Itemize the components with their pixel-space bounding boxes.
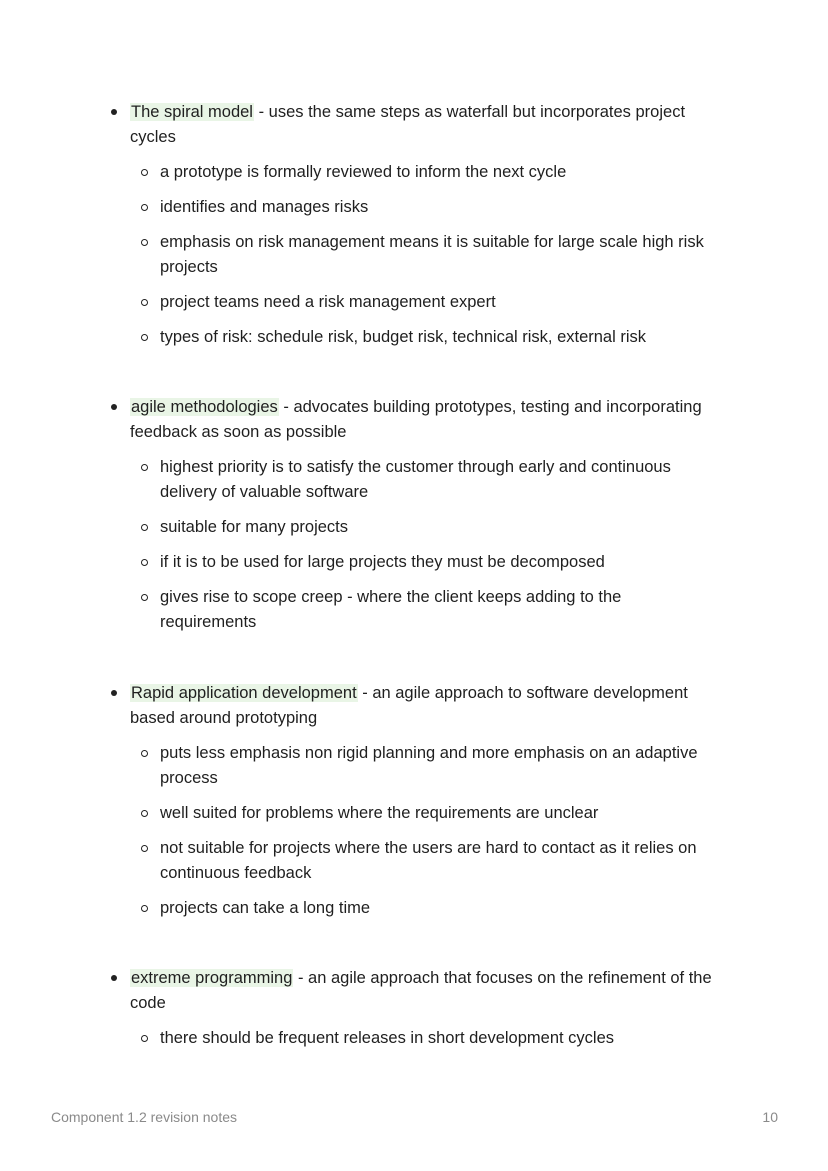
list-item-text: types of risk: schedule risk, budget risk, technical risk, external risk: [160, 328, 647, 346]
list-item: [0, 836, 720, 886]
term-highlight: extreme programming: [131, 969, 293, 987]
bullet-dot-icon: [111, 975, 117, 981]
main-bullet: [0, 100, 730, 150]
section-spiral-model: [0, 100, 828, 360]
list-item-text: highest priority is to satisfy the customer through early and continuous delivery of valuable software: [160, 458, 671, 501]
list-item: [0, 230, 720, 280]
list-item: [0, 1026, 720, 1051]
list-item: [0, 801, 720, 826]
circle-bullet-icon: [141, 845, 148, 852]
sub-list: [0, 455, 828, 635]
sub-list: [0, 160, 828, 350]
main-bullet: [0, 395, 730, 445]
footer-page-number: 10: [762, 1109, 778, 1125]
circle-bullet-icon: [141, 204, 148, 211]
section-extreme-programming: [0, 966, 828, 1061]
term-description: - an agile approach that focuses on the refinement of the code: [130, 969, 712, 1012]
list-item-text: gives rise to scope creep - where the client keeps adding to the requirements: [160, 588, 622, 631]
main-bullet: [0, 966, 730, 1016]
circle-bullet-icon: [141, 524, 148, 531]
section-agile-methodologies: [0, 395, 828, 645]
list-item: [0, 515, 720, 540]
term-highlight: The spiral model: [131, 103, 253, 121]
main-bullet: [0, 681, 730, 731]
bullet-dot-icon: [111, 404, 117, 410]
list-item: [0, 160, 720, 185]
term-description: - advocates building prototypes, testing and incorporating feedback as soon as possible: [130, 398, 702, 441]
list-item: [0, 290, 720, 315]
list-item: [0, 896, 720, 921]
circle-bullet-icon: [141, 905, 148, 912]
list-item: [0, 550, 720, 575]
list-item: [0, 195, 720, 220]
list-item-text: puts less emphasis non rigid planning and more emphasis on an adaptive process: [160, 744, 698, 787]
circle-bullet-icon: [141, 239, 148, 246]
sub-list: [0, 1026, 828, 1051]
term-description: - an agile approach to software development based around prototyping: [130, 684, 688, 727]
list-item: [0, 325, 720, 350]
list-item-text: if it is to be used for large projects they must be decomposed: [160, 553, 605, 571]
circle-bullet-icon: [141, 334, 148, 341]
circle-bullet-icon: [141, 169, 148, 176]
list-item-text: not suitable for projects where the users are hard to contact as it relies on continuous feedback: [160, 839, 697, 882]
circle-bullet-icon: [141, 559, 148, 566]
term-highlight: agile methodologies: [131, 398, 278, 416]
list-item-text: a prototype is formally reviewed to inform the next cycle: [160, 163, 567, 181]
list-item-text: projects can take a long time: [160, 899, 371, 917]
circle-bullet-icon: [141, 1035, 148, 1042]
bullet-dot-icon: [111, 690, 117, 696]
section-rapid-application-development: [0, 681, 828, 931]
list-item: [0, 741, 720, 791]
list-item: [0, 585, 720, 635]
bullet-dot-icon: [111, 109, 117, 115]
circle-bullet-icon: [141, 594, 148, 601]
term-highlight: Rapid application development: [131, 684, 357, 702]
circle-bullet-icon: [141, 299, 148, 306]
list-item-text: project teams need a risk management expert: [160, 293, 496, 311]
list-item: [0, 455, 720, 505]
circle-bullet-icon: [141, 750, 148, 757]
footer-document-title: Component 1.2 revision notes: [51, 1109, 237, 1125]
list-item-text: well suited for problems where the requirements are unclear: [160, 804, 599, 822]
list-item-text: identifies and manages risks: [160, 198, 369, 216]
circle-bullet-icon: [141, 810, 148, 817]
list-item-text: emphasis on risk management means it is suitable for large scale high risk projects: [160, 233, 704, 276]
list-item-text: there should be frequent releases in short development cycles: [160, 1029, 615, 1047]
term-description: - uses the same steps as waterfall but incorporates project cycles: [130, 103, 686, 146]
list-item-text: suitable for many projects: [160, 518, 349, 536]
circle-bullet-icon: [141, 464, 148, 471]
sub-list: [0, 741, 828, 921]
